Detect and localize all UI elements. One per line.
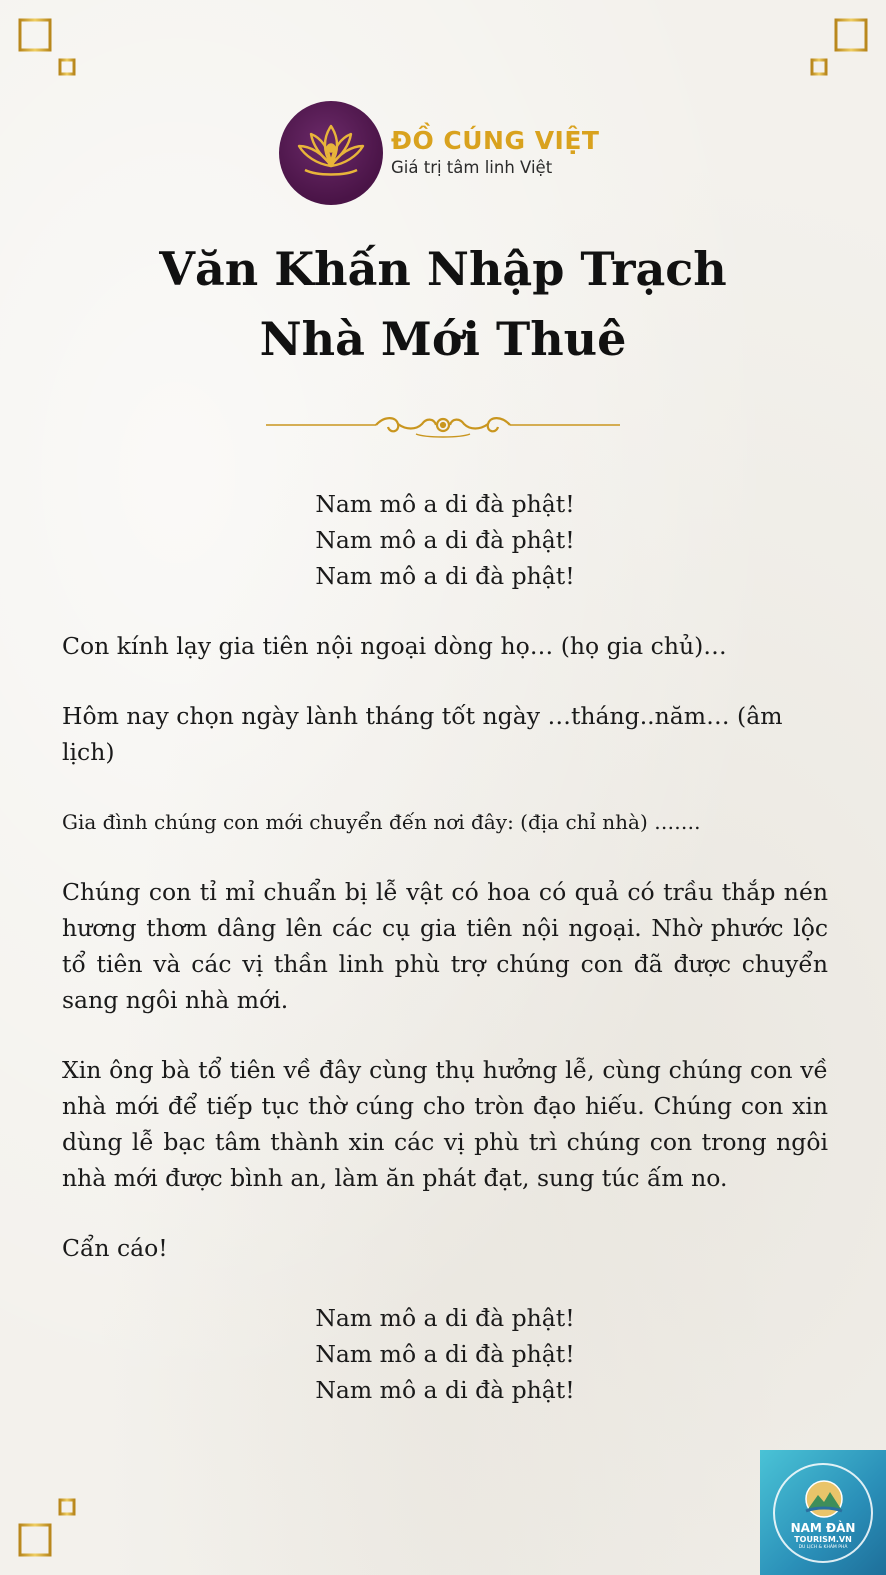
paragraph-1: Con kính lạy gia tiên nội ngoại dòng họ… (họ gia chủ)… bbox=[62, 632, 727, 660]
chant-line: Nam mô a di đà phật! bbox=[315, 490, 575, 518]
brand-tagline: Giá trị tâm linh Việt bbox=[391, 158, 553, 177]
badge-title: NAM ĐÀN bbox=[790, 1520, 856, 1535]
chant-line: Nam mô a di đà phật! bbox=[315, 1304, 575, 1332]
prayer-text bbox=[62, 486, 828, 1408]
badge-subtitle: TOURISM.VN bbox=[794, 1534, 852, 1544]
ornament-divider-icon bbox=[266, 410, 620, 440]
watermark-badge bbox=[760, 1450, 886, 1575]
chant-line: Nam mô a di đà phật! bbox=[315, 526, 575, 554]
title-line-1: Văn Khấn Nhập Trạch bbox=[159, 242, 727, 296]
page-title bbox=[0, 234, 886, 374]
chant-line: Nam mô a di đà phật! bbox=[315, 1340, 575, 1368]
opening-chant bbox=[62, 486, 828, 594]
paragraph-3: Gia đình chúng con mới chuyển đến nơi đây: (địa chỉ nhà) ……. bbox=[62, 810, 701, 834]
paragraph-2: Hôm nay chọn ngày lành tháng tốt ngày …tháng..năm… (âm lịch) bbox=[62, 702, 783, 766]
chant-line: Nam mô a di đà phật! bbox=[315, 1376, 575, 1404]
chant-line: Nam mô a di đà phật! bbox=[315, 562, 575, 590]
brand-logo bbox=[279, 101, 599, 205]
paragraph-5: Xin ông bà tổ tiên về đây cùng thụ hưởng lễ, cùng chúng con về nhà mới để tiếp tục thờ cúng cho tròn đạo hiếu. Chúng con xin dùng lễ bạc tâm thành xin các vị phù trì chúng con trong ngôi nhà mới được bình an, làm ăn phát đạt, sung túc ấm no. bbox=[62, 1056, 828, 1192]
mountain-emblem-icon bbox=[796, 1479, 852, 1519]
badge-caption: DU LỊCH & KHÁM PHÁ bbox=[798, 1544, 848, 1550]
title-line-2: Nhà Mới Thuê bbox=[259, 312, 627, 366]
paragraph-6: Cẩn cáo! bbox=[62, 1234, 168, 1262]
brand-name: ĐỒ CÚNG VIỆT bbox=[391, 126, 600, 155]
lotus-icon bbox=[279, 101, 383, 205]
badge-ring bbox=[773, 1463, 873, 1563]
closing-chant bbox=[62, 1300, 828, 1408]
paragraph-4: Chúng con tỉ mỉ chuẩn bị lễ vật có hoa có quả có trầu thắp nén hương thơm dâng lên các cụ gia tiên nội ngoại. Nhờ phước lộc tổ tiên và các vị thần linh phù trợ chúng con đã được chuyển sang ngôi nhà mới. bbox=[62, 878, 828, 1014]
